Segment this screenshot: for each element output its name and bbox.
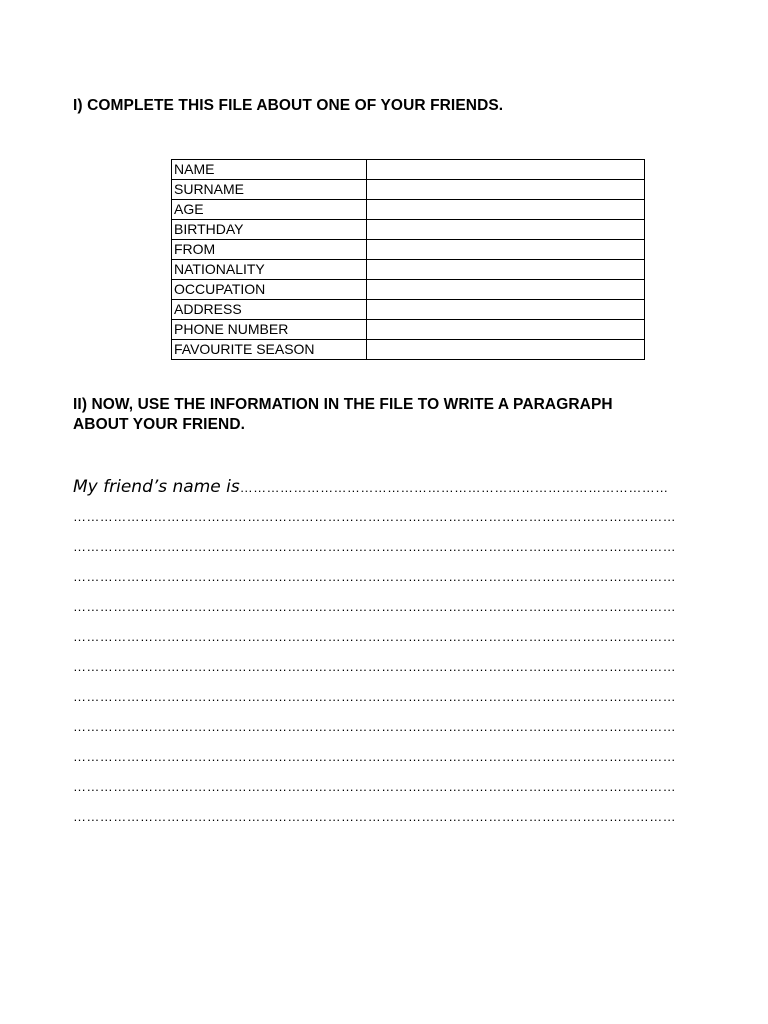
writing-line[interactable]: ……………………………………………………………………………………………………………………… [73,779,676,794]
writing-line[interactable]: ……………………………………………………………………………………………………………………… [73,659,676,674]
file-field-value[interactable] [367,280,645,300]
writing-line[interactable]: ……………………………………………………………………………………………………………………… [73,599,676,614]
paragraph-dotted-lines [73,502,703,832]
file-field-label: NATIONALITY [172,260,367,280]
writing-line[interactable]: ……………………………………………………………………………………………………………………… [73,509,676,524]
file-field-label: OCCUPATION [172,280,367,300]
writing-line[interactable]: ……………………………………………………………………………………………………………………… [73,629,676,644]
file-field-value[interactable] [367,160,645,180]
file-field-value[interactable] [367,180,645,200]
writing-line[interactable]: ……………………………………………………………………………………………………………………… [73,569,676,584]
file-field-label: ADDRESS [172,300,367,320]
file-table-row [172,280,645,300]
file-field-label: BIRTHDAY [172,220,367,240]
file-field-label: PHONE NUMBER [172,320,367,340]
file-field-value[interactable] [367,240,645,260]
file-field-value[interactable] [367,260,645,280]
writing-line[interactable]: ……………………………………………………………………………………………………………………… [73,749,676,764]
file-table-row [172,240,645,260]
file-field-value[interactable] [367,300,645,320]
writing-line[interactable]: ……………………………………………………………………………………………………………………… [73,719,676,734]
file-table-row [172,180,645,200]
file-field-label: AGE [172,200,367,220]
file-table-row [172,220,645,240]
section-2-heading: II) NOW, USE THE INFORMATION IN THE FILE TO WRITE A PARAGRAPH ABOUT YOUR FRIEND. [73,396,613,433]
file-field-value[interactable] [367,340,645,360]
writing-line[interactable]: ……………………………………………………………………………………………………………………… [73,809,676,824]
friend-file-table-body [172,160,645,360]
paragraph-writing-area [73,472,703,832]
paragraph-first-line-dots: …………………………………………………………………………………… [239,480,669,495]
file-field-value[interactable] [367,200,645,220]
file-table-row [172,340,645,360]
file-table-row [172,320,645,340]
section-1-heading: I) COMPLETE THIS FILE ABOUT ONE OF YOUR FRIENDS. [73,97,504,114]
file-table-row [172,260,645,280]
file-table-row [172,200,645,220]
file-table-row [172,160,645,180]
file-field-value[interactable] [367,220,645,240]
paragraph-starter-text: My friend’s name is [73,477,240,497]
paragraph-first-line[interactable] [73,472,703,502]
file-field-label: NAME [172,160,367,180]
writing-line[interactable]: ……………………………………………………………………………………………………………………… [73,539,676,554]
file-field-value[interactable] [367,320,645,340]
file-field-label: FROM [172,240,367,260]
file-table-row [172,300,645,320]
file-field-label: SURNAME [172,180,367,200]
friend-file-table [171,159,645,360]
file-field-label: FAVOURITE SEASON [172,340,367,360]
writing-line[interactable]: ……………………………………………………………………………………………………………………… [73,689,676,704]
